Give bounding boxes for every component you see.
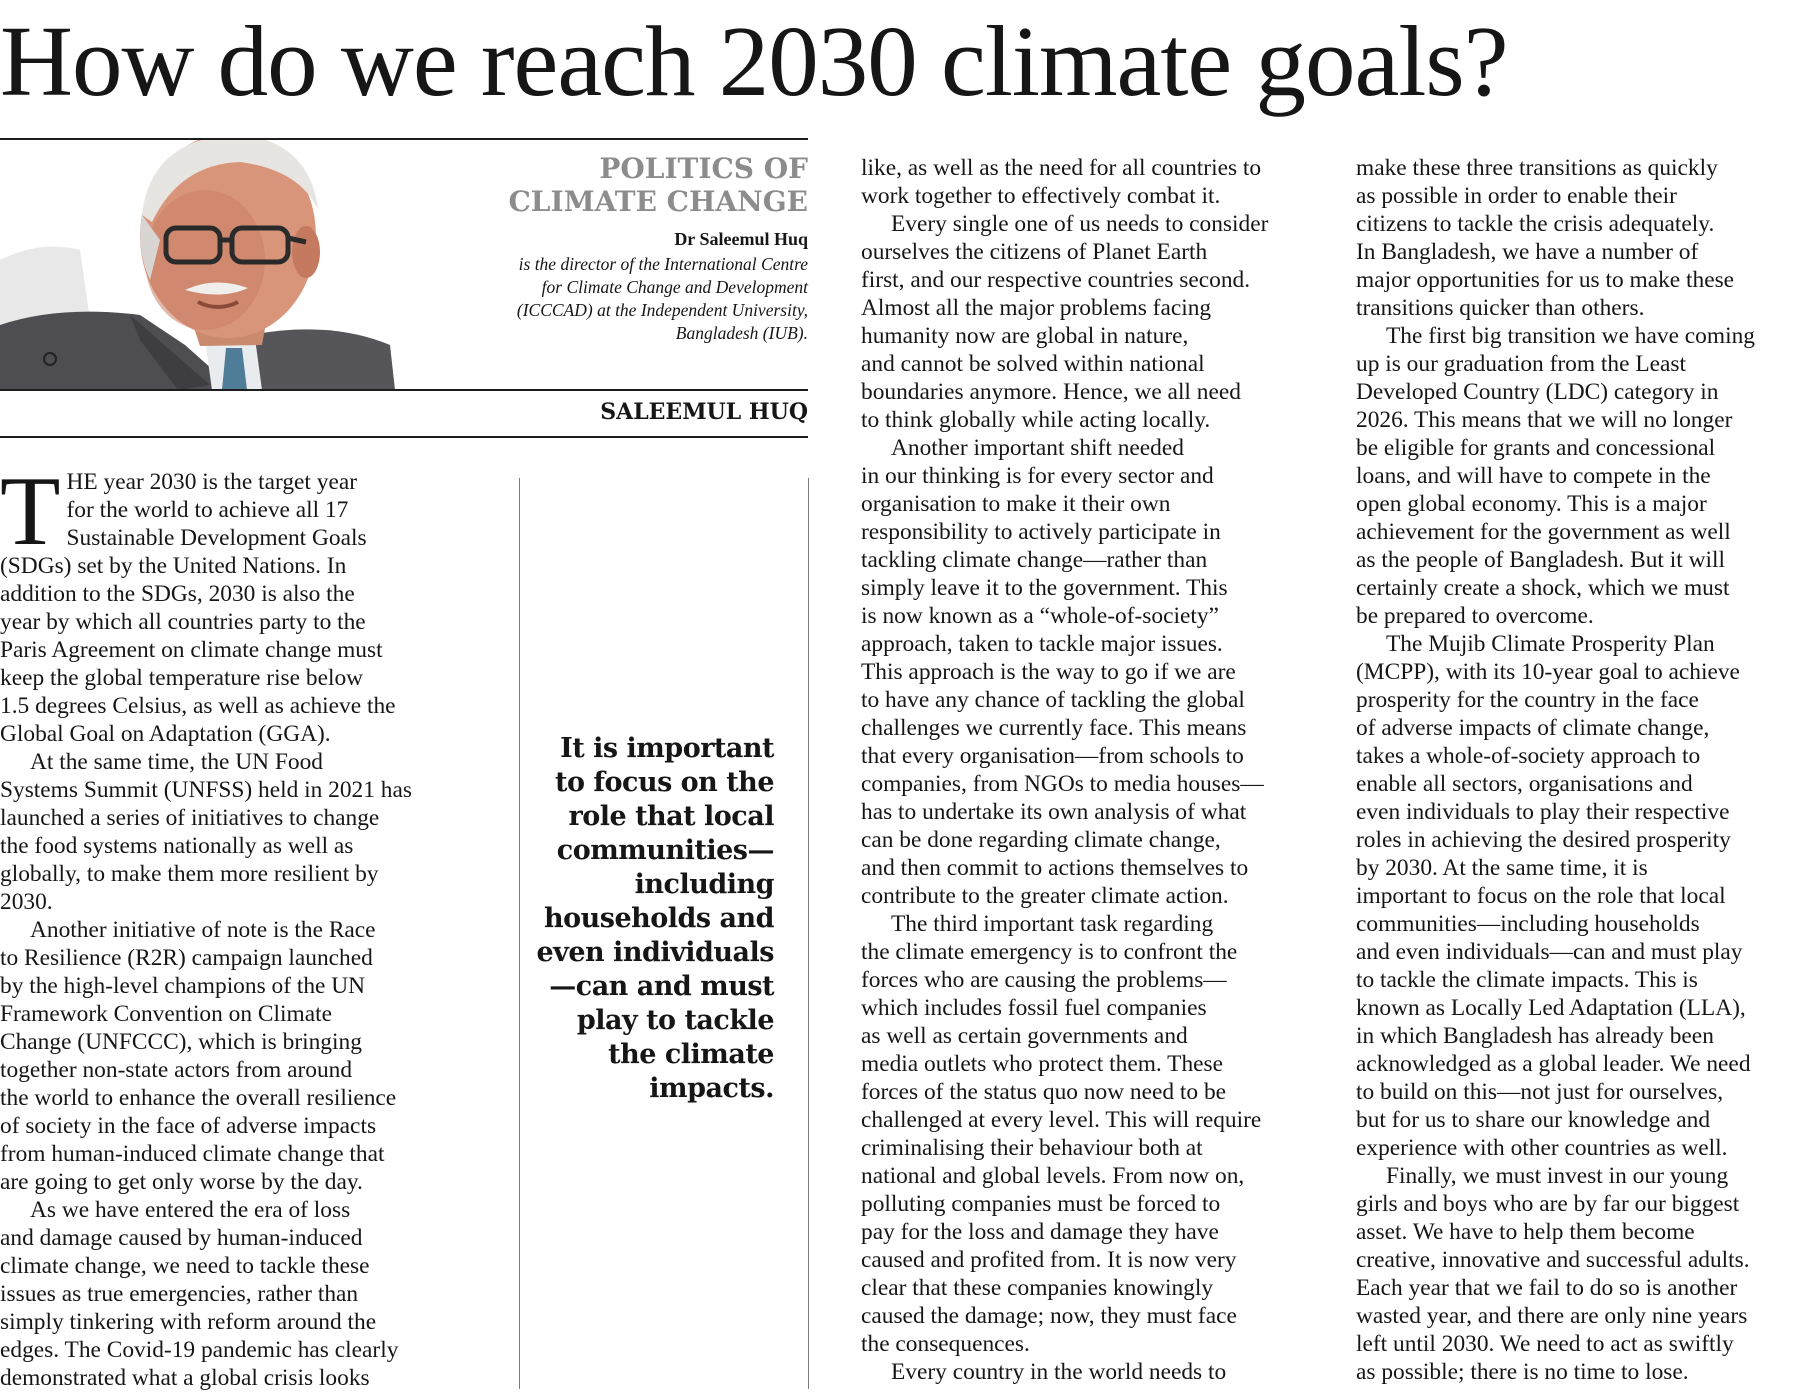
article-line: As we have entered the era of loss — [30, 1197, 351, 1223]
article-line: can be done regarding climate change, — [861, 827, 1221, 853]
article-line: the consequences. — [861, 1331, 1030, 1357]
article-line: of society in the face of adverse impacts — [0, 1113, 377, 1139]
article-line: approach, taken to tackle major issues. — [861, 631, 1223, 657]
article-line: edges. The Covid-19 pandemic has clearly — [0, 1337, 399, 1363]
article-line: up is our graduation from the Least — [1356, 351, 1686, 377]
article-line: of adverse impacts of climate change, — [1356, 715, 1710, 741]
article-line: prosperity for the country in the face — [1356, 687, 1699, 713]
article-line: even individuals to play their respective — [1356, 799, 1730, 825]
article-line: In Bangladesh, we have a number of — [1356, 239, 1699, 265]
article-line: first, and our respective countries second. — [861, 267, 1251, 293]
article-line: clear that these companies knowingly — [861, 1275, 1214, 1301]
article-line: citizens to tackle the crisis adequately. — [1356, 211, 1715, 237]
article-line: to tackle the climate impacts. This is — [1356, 967, 1698, 993]
article-line: challenged at every level. This will require — [861, 1107, 1262, 1133]
article-line: Another important shift needed — [891, 435, 1184, 461]
article-line: polluting companies must be forced to — [861, 1191, 1221, 1217]
article-line: globally, to make them more resilient by — [0, 861, 379, 887]
column-divider — [519, 478, 520, 1389]
article-line: contribute to the greater climate action. — [861, 883, 1229, 909]
article-line: forces of the status quo now need to be — [861, 1079, 1227, 1105]
article-line: to build on this—not just for ourselves, — [1356, 1079, 1724, 1105]
article-line: takes a whole-of-society approach to — [1356, 743, 1701, 769]
column-label — [509, 152, 809, 218]
article-line: make these three transitions as quickly — [1356, 155, 1718, 181]
article-line: The third important task regarding — [891, 911, 1214, 937]
article-line: as well as certain governments and — [861, 1023, 1188, 1049]
article-paragraph — [861, 434, 1331, 910]
article-line: Change (UNFCCC), which is bringing — [0, 1029, 362, 1055]
pull-quote: It is important to focus on the role that local communities—including households and even individuals—can and must play to tackle the climate impacts. — [536, 733, 774, 1104]
article-line: wasted year, and there are only nine years — [1356, 1303, 1748, 1329]
author-bio-line: for Climate Change and Development — [541, 277, 808, 297]
article-line: companies, from NGOs to media houses— — [861, 771, 1264, 797]
article-line: from human-induced climate change that — [0, 1141, 385, 1167]
article-line: girls and boys who are by far our biggest — [1356, 1191, 1740, 1217]
article-line: The first big transition we have coming — [1386, 323, 1755, 349]
article-line: the food systems nationally as well as — [0, 833, 354, 859]
article-line: which includes fossil fuel companies — [861, 995, 1207, 1021]
article-line: caused the damage; now, they must face — [861, 1303, 1237, 1329]
article-line: to Resilience (R2R) campaign launched — [0, 945, 373, 971]
article-line: Developed Country (LDC) category in — [1356, 379, 1719, 405]
article-line: 1.5 degrees Celsius, as well as achieve the — [0, 693, 396, 719]
author-bio-line: Bangladesh (IUB). — [675, 323, 808, 343]
article-column-2 — [861, 154, 1331, 1386]
article-line: forces who are causing the problems— — [861, 967, 1227, 993]
column-label-line-2: CLIMATE CHANGE — [508, 185, 808, 218]
article-line: as possible; there is no time to lose. — [1356, 1359, 1689, 1385]
article-line: tackling climate change—rather than — [861, 547, 1208, 573]
article-line: work together to effectively combat it. — [861, 183, 1221, 209]
article-line: and even individuals—can and must play — [1356, 939, 1743, 965]
article-line: experience with other countries as well. — [1356, 1135, 1728, 1161]
article-paragraph — [1356, 630, 1814, 1162]
article-line: are going to get only worse by the day. — [0, 1169, 363, 1195]
article-paragraph — [1356, 322, 1814, 630]
article-line: the climate emergency is to confront the — [861, 939, 1238, 965]
article-line: by 2030. At the same time, it is — [1356, 855, 1648, 881]
article-line: Another initiative of note is the Race — [30, 917, 376, 943]
article-column-3 — [1356, 154, 1814, 1386]
article-line: year by which all countries party to the — [0, 609, 366, 635]
article-line: communities—including households — [1356, 911, 1700, 937]
article-line: in which Bangladesh has already been — [1356, 1023, 1714, 1049]
article-line: humanity now are global in nature, — [861, 323, 1189, 349]
article-line: demonstrated what a global crisis looks — [0, 1365, 370, 1391]
article-line: acknowledged as a global leader. We need — [1356, 1051, 1751, 1077]
article-paragraph — [1356, 154, 1814, 322]
article-line: by the high-level champions of the UN — [0, 973, 366, 999]
article-paragraph — [861, 1358, 1331, 1386]
author-bio — [408, 253, 808, 345]
article-line: in our thinking is for every sector and — [861, 463, 1214, 489]
article-line: creative, innovative and successful adults. — [1356, 1247, 1750, 1273]
article-line: enable all sectors, organisations and — [1356, 771, 1693, 797]
article-line: national and global levels. From now on, — [861, 1163, 1245, 1189]
article-line: Every single one of us needs to consider — [891, 211, 1269, 237]
article-line: important to focus on the role that local — [1356, 883, 1726, 909]
article-paragraph — [861, 210, 1331, 434]
article-line: Sustainable Development Goals — [66, 525, 367, 551]
article-line: media outlets who protect them. These — [861, 1051, 1224, 1077]
article-line: to think globally while acting locally. — [861, 407, 1211, 433]
byline: SALEEMUL HUQ — [600, 399, 808, 425]
article-line: asset. We have to help them become — [1356, 1219, 1695, 1245]
article-line: that every organisation—from schools to — [861, 743, 1244, 769]
article-line: certainly create a shock, which we must — [1356, 575, 1730, 601]
article-line: issues as true emergencies, rather than — [0, 1281, 359, 1307]
article-line: addition to the SDGs, 2030 is also the — [0, 581, 355, 607]
article-line: be prepared to overcome. — [1356, 603, 1594, 629]
article-line: Every country in the world needs to — [891, 1359, 1227, 1385]
author-name: Dr Saleemul Huq — [674, 229, 808, 249]
article-paragraph — [1356, 1162, 1814, 1386]
article-line: keep the global temperature rise below — [0, 665, 364, 691]
drop-cap: T — [0, 457, 61, 566]
article-line: transitions quicker than others. — [1356, 295, 1645, 321]
article-column-1 — [0, 457, 470, 1392]
article-line: but for us to share our knowledge and — [1356, 1107, 1711, 1133]
article-line: launched a series of initiatives to change — [0, 805, 380, 831]
article-line: ourselves the citizens of Planet Earth — [861, 239, 1208, 265]
article-line: left until 2030. We need to act as swiftly — [1356, 1331, 1734, 1357]
article-line: responsibility to actively participate in — [861, 519, 1221, 545]
article-line: At the same time, the UN Food — [30, 749, 323, 775]
article-line: as possible in order to enable their — [1356, 183, 1677, 209]
article-line: climate change, we need to tackle these — [0, 1253, 370, 1279]
article-line: The Mujib Climate Prosperity Plan — [1386, 631, 1715, 657]
headline: How do we reach 2030 climate goals? — [0, 5, 1508, 117]
article-line: Systems Summit (UNFSS) held in 2021 has — [0, 777, 412, 803]
column-divider — [808, 478, 809, 1389]
article-line: loans, and will have to compete in the — [1356, 463, 1711, 489]
article-line: HE year 2030 is the target year — [66, 469, 358, 495]
article-line: boundaries anymore. Hence, we all need — [861, 379, 1241, 405]
article-line: major opportunities for us to make these — [1356, 267, 1735, 293]
byline-rule-top — [0, 389, 808, 391]
article-line: (MCPP), with its 10-year goal to achieve — [1356, 659, 1740, 685]
article-line: 2030. — [0, 889, 53, 915]
article-paragraph — [0, 1196, 470, 1392]
article-paragraph — [861, 910, 1331, 1358]
byline-rule-bottom — [0, 436, 808, 438]
article-line: Finally, we must invest in our young — [1386, 1163, 1729, 1189]
article-line: and then commit to actions themselves to — [861, 855, 1249, 881]
article-line: roles in achieving the desired prosperity — [1356, 827, 1731, 853]
article-line: and damage caused by human-induced — [0, 1225, 363, 1251]
article-line: is now known as a “whole-of-society” — [861, 603, 1219, 629]
article-line: be eligible for grants and concessional — [1356, 435, 1716, 461]
article-line: for the world to achieve all 17 — [66, 497, 349, 523]
column-label-line-1: POLITICS OF — [599, 152, 808, 185]
article-line: criminalising their behaviour both at — [861, 1135, 1203, 1161]
author-bio-line: is the director of the International Centre — [518, 254, 808, 274]
author-bio-line: (ICCCAD) at the Independent University, — [516, 300, 808, 320]
article-paragraph — [861, 154, 1331, 210]
article-line: has to undertake its own analysis of what — [861, 799, 1247, 825]
article-line: the world to enhance the overall resilience — [0, 1085, 397, 1111]
article-line: together non-state actors from around — [0, 1057, 353, 1083]
article-line: Almost all the major problems facing — [861, 295, 1212, 321]
article-line: simply tinkering with reform around the — [0, 1309, 377, 1335]
article-line: to have any chance of tackling the global — [861, 687, 1245, 713]
article-line: pay for the loss and damage they have — [861, 1219, 1219, 1245]
article-line: Framework Convention on Climate — [0, 1001, 332, 1027]
article-line: (SDGs) set by the United Nations. In — [0, 553, 347, 579]
article-line: achievement for the government as well — [1356, 519, 1731, 545]
article-line: challenges we currently face. This means — [861, 715, 1247, 741]
article-paragraph — [0, 916, 470, 1196]
article-paragraph — [0, 748, 470, 916]
article-line: Paris Agreement on climate change must — [0, 637, 383, 663]
article-line: organisation to make it their own — [861, 491, 1171, 517]
article-line: Global Goal on Adaptation (GGA). — [0, 721, 331, 747]
article-line: known as Locally Led Adaptation (LLA), — [1356, 995, 1746, 1021]
article-line: 2026. This means that we will no longer — [1356, 407, 1733, 433]
article-line: open global economy. This is a major — [1356, 491, 1707, 517]
article-line: and cannot be solved within national — [861, 351, 1205, 377]
article-line: caused and profited from. It is now very — [861, 1247, 1237, 1273]
article-line: like, as well as the need for all countries to — [861, 155, 1262, 181]
article-line: Each year that we fail to do so is another — [1356, 1275, 1738, 1301]
article-line: This approach is the way to go if we are — [861, 659, 1236, 685]
article-paragraph — [0, 457, 470, 748]
article-line: as the people of Bangladesh. But it will — [1356, 547, 1725, 573]
article-line: simply leave it to the government. This — [861, 575, 1228, 601]
